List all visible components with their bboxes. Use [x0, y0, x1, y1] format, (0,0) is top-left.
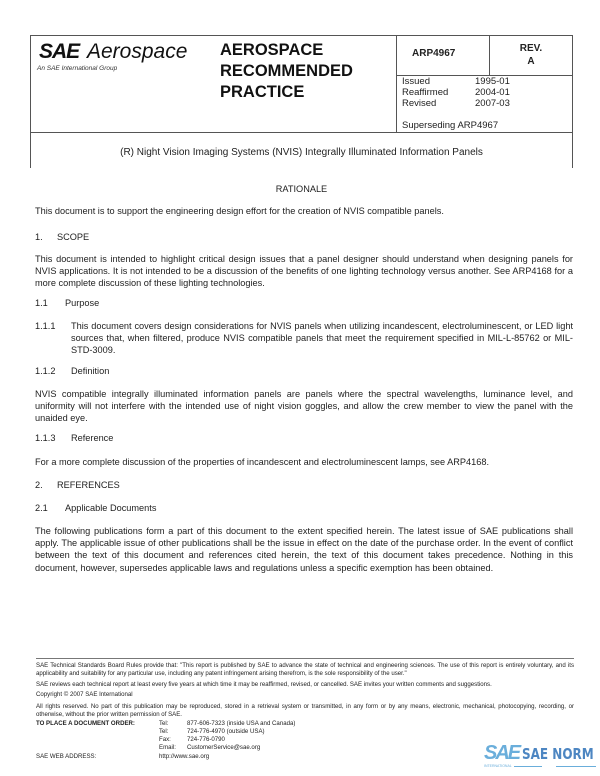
- sae-logo-tagline: An SAE International Group: [37, 65, 118, 72]
- rationale-heading: RATIONALE: [275, 184, 328, 194]
- sae-norm-text: SAE NORM: [522, 745, 594, 763]
- order-label: TO PLACE A DOCUMENT ORDER:: [36, 720, 135, 727]
- section-number-1-1-1: 1.1.1: [35, 321, 56, 331]
- document-number: ARP4967: [412, 48, 456, 59]
- contact-fax: 724-776-0790: [187, 736, 225, 743]
- document-dates: [402, 76, 510, 109]
- section-title: SCOPE: [57, 232, 90, 242]
- header-divider: [30, 132, 573, 133]
- section-heading-applicable-documents: [35, 502, 156, 514]
- sae-logo-aerospace: Aerospace: [87, 40, 188, 63]
- applicable-documents-text: The following publications form a part of this document to the extent specified herein. The latest issue of SAE publications shall apply. The applicable issue of other publications shall be the issue in effect on the date of the purchase order. In the event of conflict between the text of this document and references cited herein, the text of this document takes precedence. Nothing in this document, however, supersedes applicable laws and regulations unless a specific exemption has been obtained.: [35, 526, 573, 573]
- footer-copyright: Copyright © 2007 SAE International: [36, 691, 133, 698]
- section-heading-references: [35, 479, 120, 491]
- definition-text: NVIS compatible integrally illuminated information panels are panels where the spectral wavelengths, luminance level, and uniformity will not interfere with the intended use of night vision goggles, and allow the crew member to view the panel with the unaided eye.: [35, 389, 573, 424]
- sae-international-text: INTERNATIONAL: [484, 764, 512, 768]
- scope-text: This document is intended to highlight critical design issues that a panel designer should understand when designing panels for NVIS applications. It is not intended to be a discussion of the benefits of one lighting technology versus another. See ARP4168 for a more complete discussion of these lighting technologies.: [35, 254, 573, 289]
- date-value: 1995-01: [475, 76, 510, 87]
- document-type-line: PRACTICE: [220, 83, 305, 101]
- header-column-divider: [396, 35, 397, 132]
- document-type: [220, 40, 353, 103]
- date-value: 2004-01: [475, 87, 510, 98]
- date-row: [402, 87, 510, 98]
- date-row: [402, 76, 510, 87]
- rationale-text: This document is to support the engineering design effort for the creation of NVIS compatible panels.: [35, 206, 444, 216]
- contact-label: Fax:: [159, 736, 171, 743]
- contact-label: Tel:: [159, 720, 169, 727]
- date-label: Issued: [402, 76, 430, 87]
- section-number: 1.1: [35, 298, 48, 308]
- contact-phone-domestic: 877-606-7323 (inside USA and Canada): [187, 720, 296, 727]
- contact-label: Tel:: [159, 728, 169, 735]
- section-title: Definition: [71, 366, 110, 376]
- web-address-link[interactable]: http://www.sae.org: [159, 753, 210, 760]
- section-number: 2.1: [35, 503, 48, 513]
- revision-value: A: [527, 56, 535, 67]
- purpose-text: This document covers design considerations for NVIS panels when utilizing incandescent, electroluminescent, or LED light sources that, when filtered, produce NVIS compatible panels that meet the requirement specified in MIL-L-85762 or MIL-STD-3009.: [71, 321, 573, 356]
- contact-email-link[interactable]: CustomerService@sae.org: [187, 744, 261, 751]
- revision-block: [490, 42, 572, 68]
- section-title: REFERENCES: [57, 480, 120, 490]
- section-number: 2.: [35, 480, 43, 490]
- revision-label: REV.: [519, 43, 543, 54]
- date-label: Revised: [402, 98, 437, 109]
- document-type-line: RECOMMENDED: [220, 62, 353, 80]
- section-number: 1.1.3: [35, 433, 56, 443]
- footer-divider: [36, 658, 574, 659]
- section-heading-purpose: [35, 297, 99, 309]
- date-value: 2007-03: [475, 98, 510, 109]
- section-title: Applicable Documents: [65, 503, 157, 513]
- logo-rule: [556, 766, 596, 767]
- section-number: 1.1.2: [35, 366, 56, 376]
- contact-phone-international: 724-776-4970 (outside USA): [187, 728, 265, 735]
- section-number: 1.: [35, 232, 43, 242]
- sae-logo-mark: SAE: [39, 40, 80, 63]
- superseding-note: Superseding ARP4967: [402, 120, 499, 131]
- section-title: Purpose: [65, 298, 100, 308]
- contact-label: Email:: [159, 744, 176, 751]
- sae-mark-icon: SAE: [484, 742, 520, 764]
- logo-rule: [514, 766, 542, 767]
- date-row: [402, 98, 510, 109]
- document-title: (R) Night Vision Imaging Systems (NVIS) Integrally Illuminated Information Panels: [120, 147, 483, 158]
- web-address-label: SAE WEB ADDRESS:: [36, 753, 97, 760]
- footer-rights: All rights reserved. No part of this publication may be reproduced, stored in a retrieval system or transmitted, in any form or by any means, electronic, mechanical, photocopying, recording, or otherwise, without the prior written permission of SAE.: [36, 703, 574, 718]
- footer-review-note: SAE reviews each technical report at least every five years at which time it may be reaffirmed, revised, or cancelled. SAE invites your written comments and suggestions.: [36, 681, 492, 688]
- document-type-line: AEROSPACE: [220, 41, 324, 59]
- section-heading-definition: [35, 365, 109, 377]
- section-heading-scope: [35, 231, 89, 243]
- section-heading-reference: [35, 432, 113, 444]
- section-title: Reference: [71, 433, 114, 443]
- date-label: Reaffirmed: [402, 87, 449, 98]
- footer-board-rules: SAE Technical Standards Board Rules provide that: "This report is published by SAE to advance the state of technical and engineering sciences. The use of this report is entirely voluntary, and its applicability and suitability for any particular use, including any patent infringement arising therefrom, is the sole responsibility of the user.": [36, 662, 574, 677]
- reference-text: For a more complete discussion of the properties of incandescent and electroluminescent lamps, see ARP4168.: [35, 457, 490, 467]
